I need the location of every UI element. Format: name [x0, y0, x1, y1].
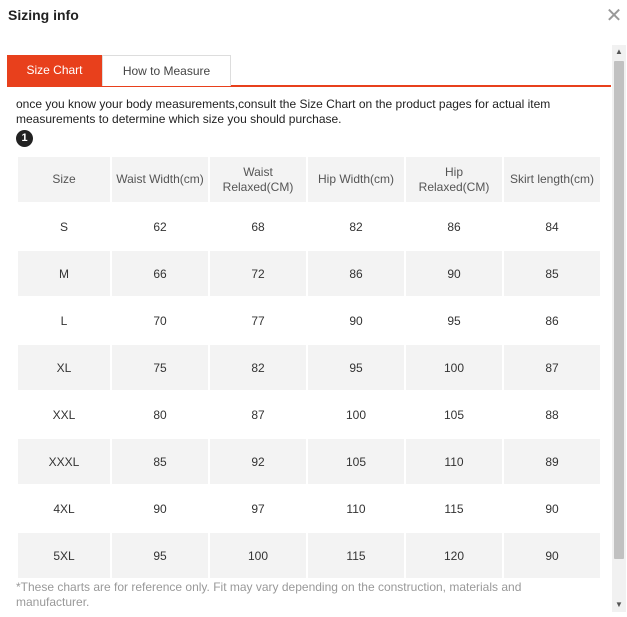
cell-value: 97	[210, 486, 306, 531]
cell-value: 86	[406, 204, 502, 249]
table-row	[18, 533, 600, 578]
cell-value: 77	[210, 298, 306, 343]
cell-value: 87	[210, 392, 306, 437]
cell-size: 5XL	[18, 533, 110, 578]
intro-text: once you know your body measurements,consult the Size Chart on the product pages for actual item measurements to determine which size you should purchase.	[16, 97, 551, 126]
cell-value: 85	[504, 251, 600, 296]
scrollbar[interactable]	[612, 45, 626, 612]
header-hip-relaxed: Hip Relaxed(CM)	[406, 157, 502, 202]
cell-value: 88	[504, 392, 600, 437]
cell-value: 120	[406, 533, 502, 578]
table-row	[18, 439, 600, 484]
cell-value: 115	[308, 533, 404, 578]
cell-value: 85	[112, 439, 208, 484]
cell-value: 100	[210, 533, 306, 578]
cell-value: 100	[308, 392, 404, 437]
table-row	[18, 345, 600, 390]
cell-size: 4XL	[18, 486, 110, 531]
footnote: *These charts are for reference only. Fit may vary depending on the construction, materials and manufacturer.	[16, 580, 522, 609]
table-row	[18, 204, 600, 249]
cell-value: 115	[406, 486, 502, 531]
cell-size: XL	[18, 345, 110, 390]
tab-size-chart[interactable]: Size Chart	[7, 55, 102, 86]
cell-value: 66	[112, 251, 208, 296]
close-icon[interactable]: ✕	[605, 5, 623, 27]
header-hip-width: Hip Width(cm)	[308, 157, 404, 202]
cell-value: 110	[308, 486, 404, 531]
cell-value: 90	[504, 486, 600, 531]
cell-value: 95	[112, 533, 208, 578]
cell-value: 86	[308, 251, 404, 296]
table-row	[18, 392, 600, 437]
header-skirt-length: Skirt length(cm)	[504, 157, 600, 202]
cell-value: 89	[504, 439, 600, 484]
cell-size: S	[18, 204, 110, 249]
cell-value: 92	[210, 439, 306, 484]
cell-value: 82	[210, 345, 306, 390]
cell-size: XXL	[18, 392, 110, 437]
cell-value: 84	[504, 204, 600, 249]
header-waist-width: Waist Width(cm)	[112, 157, 208, 202]
cell-value: 90	[406, 251, 502, 296]
cell-value: 95	[308, 345, 404, 390]
cell-value: 62	[112, 204, 208, 249]
scroll-up-arrow-icon[interactable]: ▲	[615, 47, 623, 56]
scroll-thumb[interactable]	[614, 61, 624, 559]
cell-value: 95	[406, 298, 502, 343]
tab-how-to-measure[interactable]: How to Measure	[102, 55, 231, 86]
table-row	[18, 298, 600, 343]
dialog-title: Sizing info	[8, 7, 79, 23]
cell-value: 86	[504, 298, 600, 343]
step-number-badge: 1	[16, 130, 33, 147]
scroll-down-arrow-icon[interactable]: ▼	[615, 600, 623, 609]
cell-value: 75	[112, 345, 208, 390]
table-row	[18, 251, 600, 296]
size-chart-table	[16, 155, 602, 580]
table-header-row	[18, 157, 600, 202]
cell-value: 80	[112, 392, 208, 437]
cell-value: 90	[308, 298, 404, 343]
cell-value: 100	[406, 345, 502, 390]
cell-value: 68	[210, 204, 306, 249]
cell-value: 90	[112, 486, 208, 531]
cell-value: 87	[504, 345, 600, 390]
header-waist-relaxed: Waist Relaxed(CM)	[210, 157, 306, 202]
cell-value: 82	[308, 204, 404, 249]
cell-value: 110	[406, 439, 502, 484]
cell-value: 70	[112, 298, 208, 343]
cell-size: XXXL	[18, 439, 110, 484]
cell-size: L	[18, 298, 110, 343]
tab-bar	[7, 55, 611, 87]
cell-value: 72	[210, 251, 306, 296]
cell-size: M	[18, 251, 110, 296]
cell-value: 90	[504, 533, 600, 578]
cell-value: 105	[406, 392, 502, 437]
cell-value: 105	[308, 439, 404, 484]
header-size: Size	[18, 157, 110, 202]
table-row	[18, 486, 600, 531]
